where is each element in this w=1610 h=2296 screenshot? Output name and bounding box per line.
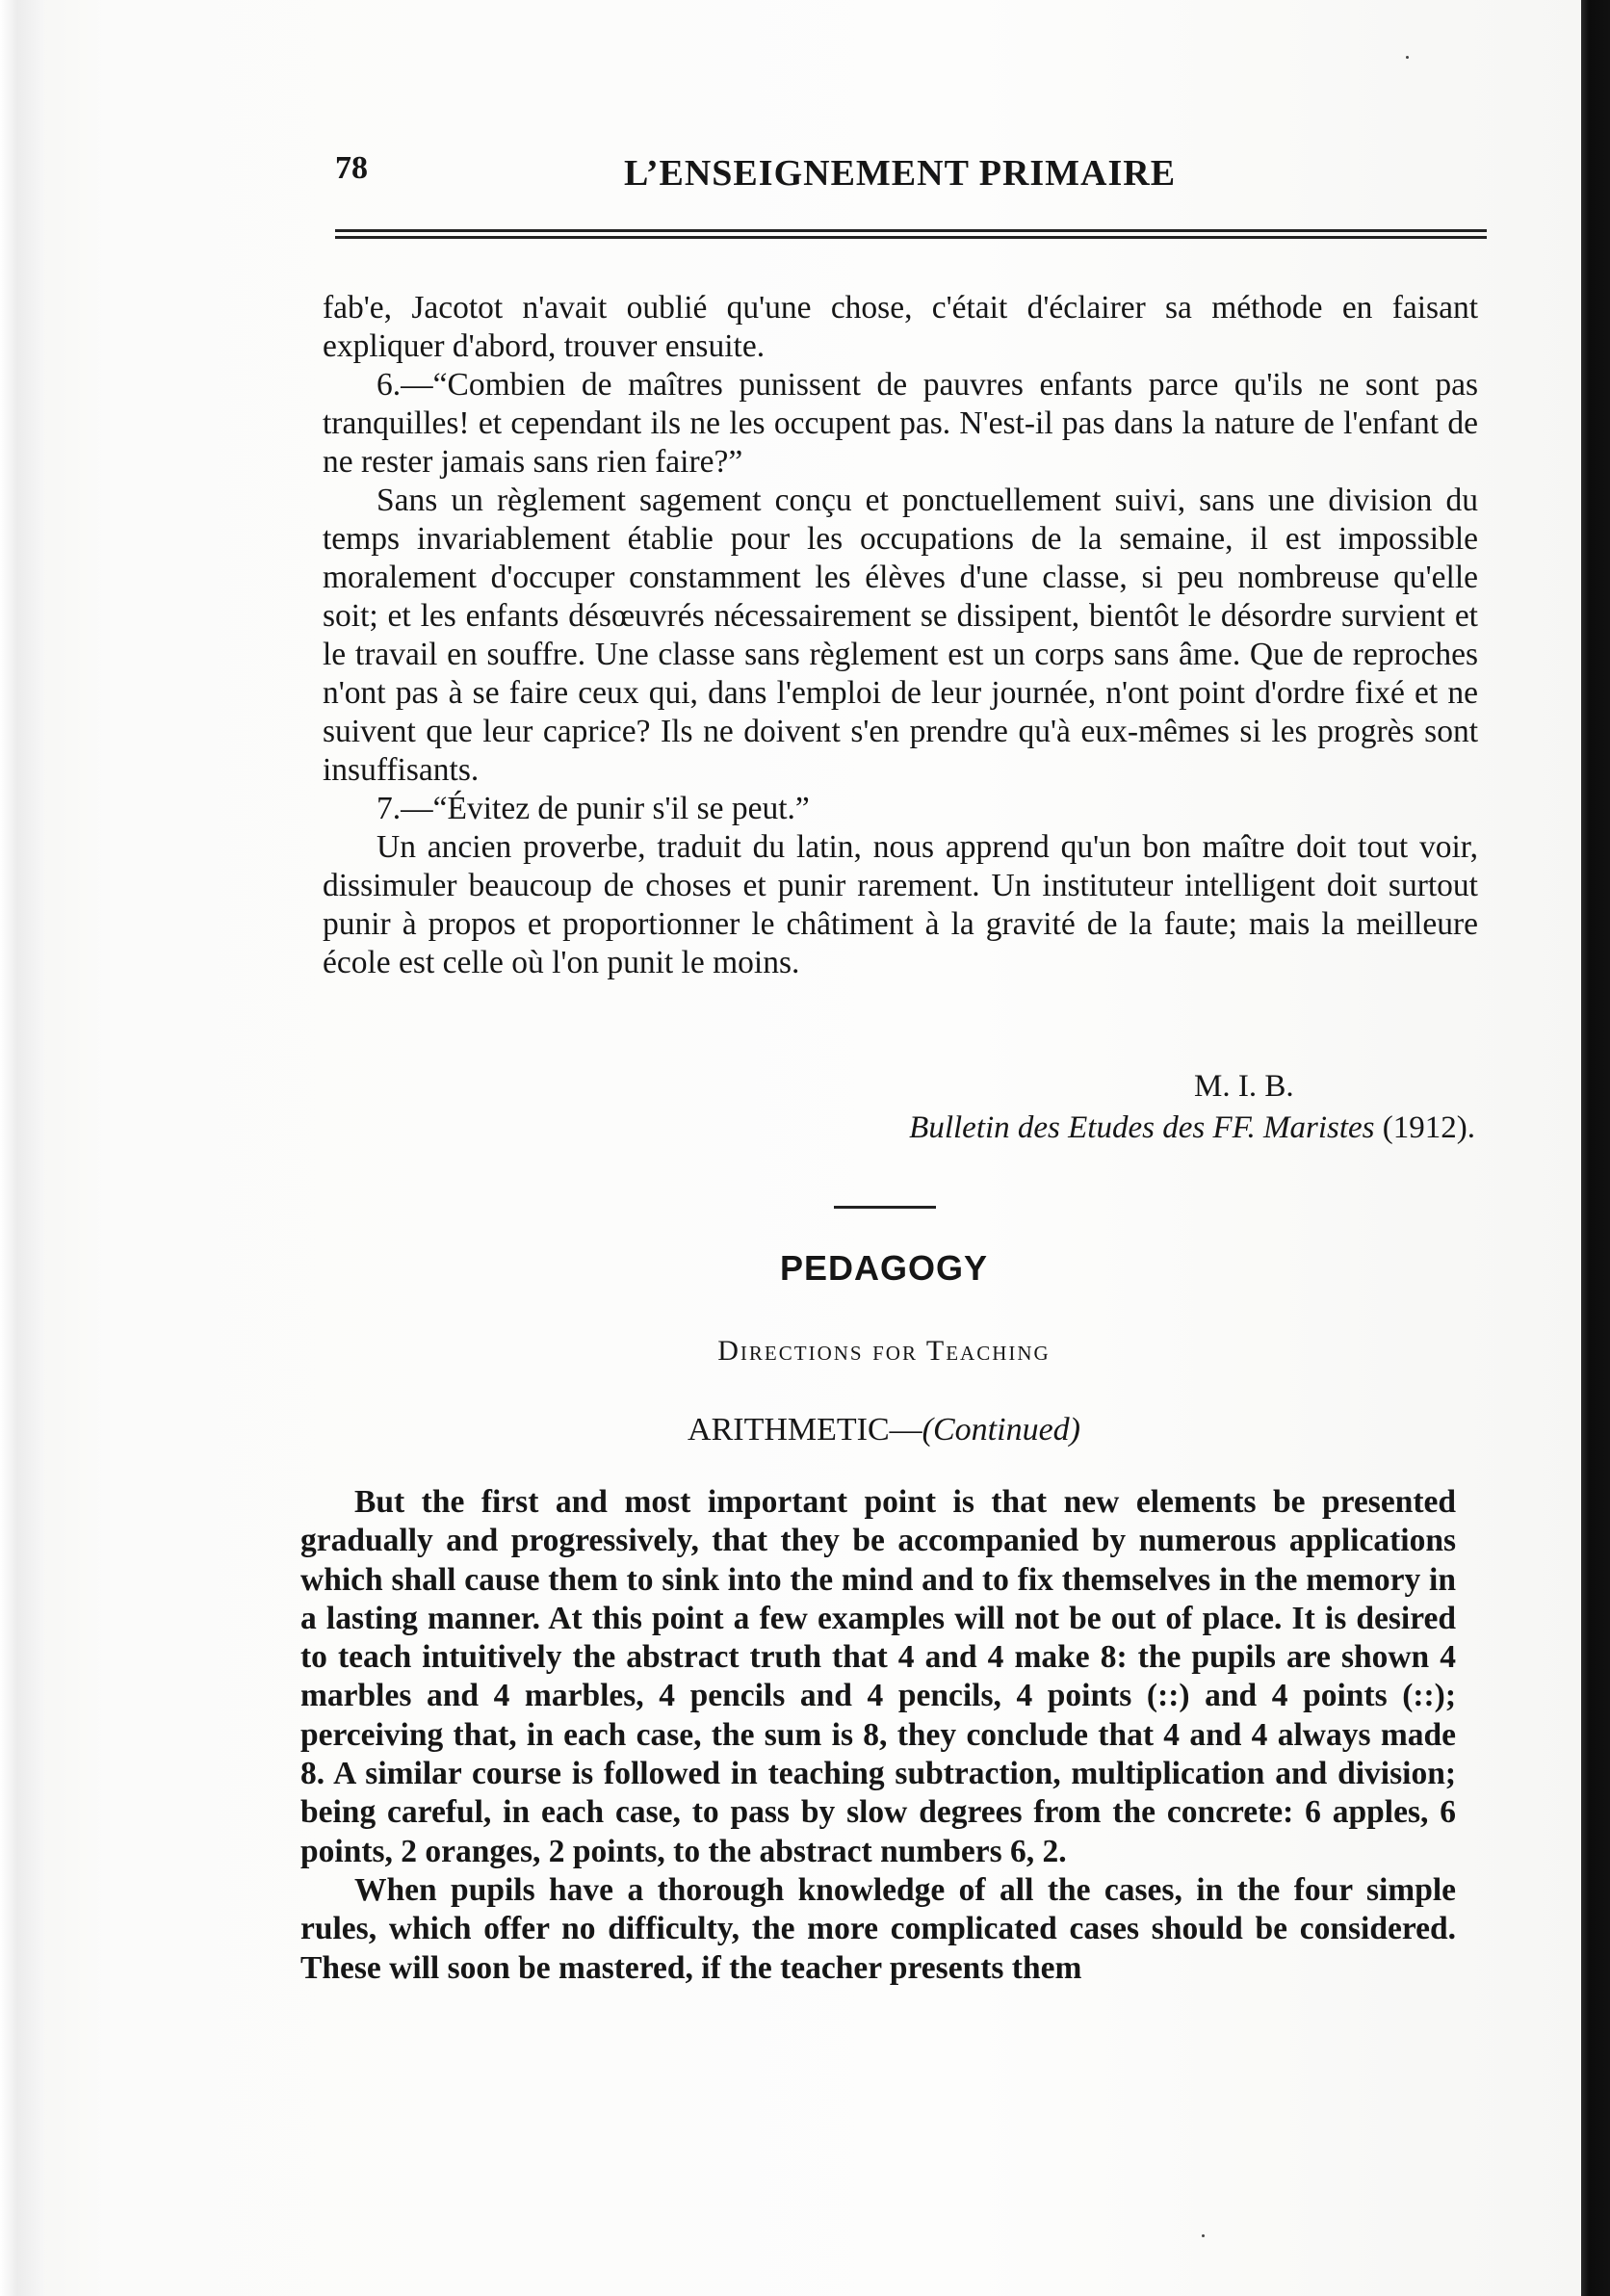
- paragraph: 7.—“Évitez de punir s'il se peut.”: [377, 791, 810, 826]
- page-header: [335, 146, 1487, 204]
- author-signature: M. I. B.: [1194, 1069, 1294, 1104]
- running-title: L’ENSEIGNEMENT PRIMAIRE: [624, 153, 1177, 194]
- paragraph: 6.—“Combien de maîtres punissent de pauvres enfants parce qu'ils ne sont pas tranquilles! et cependant ils ne les occupent pas. N'est-il pas dans la nature de l'enfant de ne rester jamais sans rien faire?”: [323, 367, 1478, 480]
- section-subtitle: Directions for Teaching: [717, 1335, 1051, 1367]
- scan-speck: [1202, 2234, 1205, 2237]
- citation-source: Bulletin des Etudes des FF. Maristes: [909, 1110, 1375, 1145]
- pedagogy-body-text: [300, 1483, 1456, 1988]
- paragraph: When pupils have a thorough knowledge of all the cases, in the four simple rules, which offer no difficulty, the more complicated cases should be considered. These will soon be mastered, if the teacher presents them: [300, 1871, 1456, 1986]
- scan-speck: [1406, 56, 1409, 59]
- header-double-rule: [335, 229, 1487, 239]
- page-number: 78: [335, 150, 368, 186]
- part-title-note: (Continued): [922, 1412, 1080, 1448]
- paragraph: Un ancien proverbe, traduit du latin, nous apprend qu'un bon maître doit tout voir, dissimuler beaucoup de choses et punir rarement. Un instituteur intelligent doit surtout punir à propos et proportionner le châtiment à la gravité de la faute; mais la meilleure école est celle où l'on punit le moins.: [323, 829, 1478, 980]
- page-gutter-shadow: [0, 0, 44, 2296]
- paragraph: fab'e, Jacotot n'avait oublié qu'une chose, c'était d'éclairer sa méthode en faisant expliquer d'abord, trouver ensuite.: [323, 290, 1478, 364]
- paragraph: Sans un règlement sagement conçu et ponctuellement suivi, sans une division du temps invariablement établie pour les occupations de la semaine, il est impossible moralement d'occuper constamment les élèves d'une classe, si peu nombreuse qu'elle soit; et les enfants désœuvrés nécessairement se dissipent, bientôt le désordre survient et le travail en souffre. Une classe sans règlement est un corps sans âme. Que de reproches n'ont pas à se faire ceux qui, dans l'emploi de leur journée, n'ont point d'ordre fixé et ne suivent que leur caprice? Ils ne doivent s'en prendre qu'à eux-mêmes si les progrès sont insuffisants.: [323, 483, 1478, 788]
- source-citation: [782, 1110, 1475, 1146]
- part-title: [308, 1412, 1460, 1448]
- section-divider: [834, 1206, 936, 1209]
- part-title-text: ARITHMETIC—: [688, 1412, 922, 1448]
- french-article-text: [323, 289, 1478, 982]
- paragraph: But the first and most important point is that new elements be presented gradually and progressively, that they be accompanied by numerous applications which shall cause them to sink into the mind and to fix themselves in the memory in a lasting manner. At this point a few examples will not be out of place. It is desired to teach intuitively the abstract truth that 4 and 4 make 8: the pupils are shown 4 marbles and 4 marbles, 4 pencils and 4 pencils, 4 points (::) and 4 points (::); perceiving that, in each case, the sum is 8, they conclude that 4 and 4 always made 8. A similar course is followed in teaching subtraction, multiplication and division; being careful, in each case, to pass by slow degrees from the concrete: 6 apples, 6 points, 2 oranges, 2 points, to the abstract numbers 6, 2.: [300, 1484, 1456, 1869]
- citation-year: (1912).: [1382, 1110, 1475, 1145]
- scan-border: [1581, 0, 1610, 2296]
- section-title: PEDAGOGY: [779, 1248, 989, 1288]
